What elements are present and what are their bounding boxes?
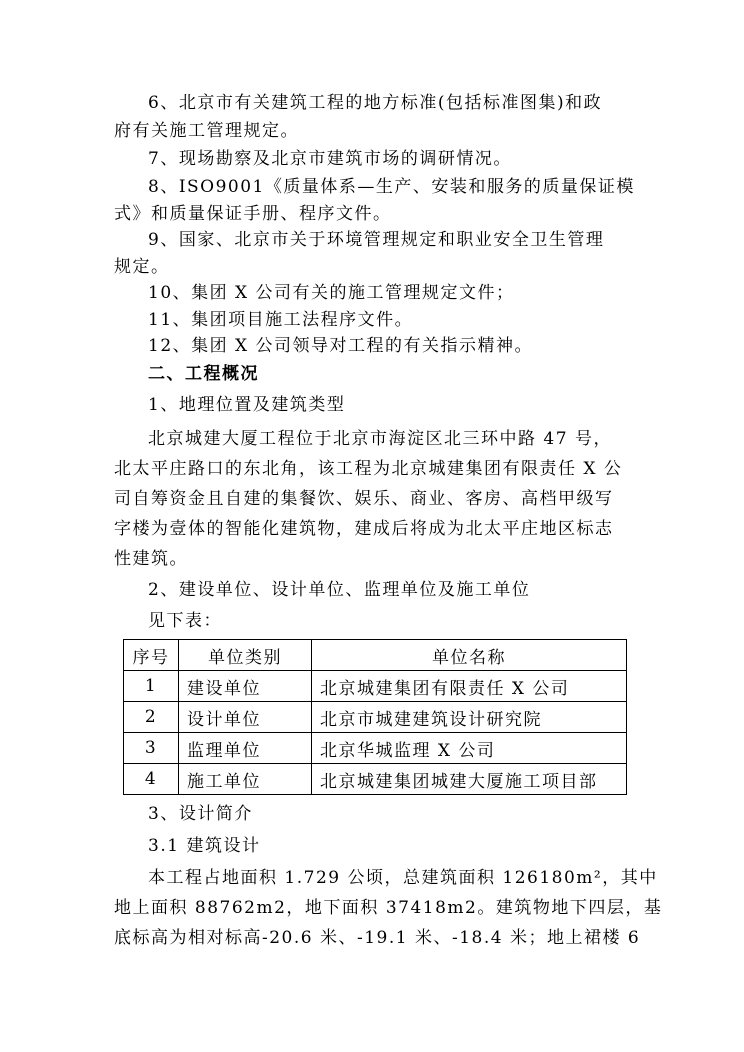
- item-6-line2: 府有关施工管理规定。: [114, 121, 299, 141]
- cell-name: 北京城建集团城建大厦施工项目部: [312, 764, 627, 795]
- cell-category: 设计单位: [179, 702, 312, 733]
- item-6-line1: 6、北京市有关建筑工程的地方标准(包括标准图集)和政: [148, 93, 603, 113]
- cell-category: 监理单位: [179, 733, 312, 764]
- item-8-line1: 8、ISO9001《质量体系—生产、安装和服务的质量保证模: [148, 177, 635, 197]
- para-location-line2: 北太平庄路口的东北角，该工程为北京城建集团有限责任 X 公: [114, 459, 623, 479]
- header-index: 序号: [124, 640, 179, 671]
- subheading-architecture: 3.1 建筑设计: [148, 836, 261, 856]
- para-design-line2: 地上面积 88762m2，地下面积 37418m2。建筑物地下四层，基: [114, 898, 663, 918]
- cell-name: 北京城建集团有限责任 X 公司: [312, 671, 627, 702]
- para-location-line4: 字楼为壹体的智能化建筑物，建成后将成为北太平庄地区标志: [114, 519, 614, 539]
- section-heading-overview: 二、工程概况: [148, 364, 259, 384]
- table-row: [124, 702, 627, 733]
- item-12: 12、集团 X 公司领导对工程的有关指示精神。: [148, 336, 534, 356]
- subheading-units: 2、建设单位、设计单位、监理单位及施工单位: [148, 580, 531, 600]
- header-category: 单位类别: [179, 640, 312, 671]
- cell-index: 3: [124, 733, 179, 764]
- subheading-design: 3、设计简介: [148, 804, 253, 824]
- cell-category: 施工单位: [179, 764, 312, 795]
- item-10: 10、集团 X 公司有关的施工管理规定文件；: [148, 283, 515, 303]
- cell-name: 北京市城建建筑设计研究院: [312, 702, 627, 733]
- cell-index: 4: [124, 764, 179, 795]
- cell-category: 建设单位: [179, 671, 312, 702]
- item-8-line2: 式》和质量保证手册、程序文件。: [114, 204, 392, 224]
- table-row: [124, 764, 627, 795]
- cell-index: 1: [124, 671, 179, 702]
- table-row: [124, 733, 627, 764]
- para-location-line3: 司自筹资金且自建的集餐饮、娱乐、商业、客房、高档甲级写: [114, 489, 614, 509]
- cell-index: 2: [124, 702, 179, 733]
- para-location-line5: 性建筑。: [114, 549, 188, 569]
- para-design-line1: 本工程占地面积 1.729 公顷，总建筑面积 126180m²，其中: [148, 868, 658, 888]
- para-design-line3: 底标高为相对标高-20.6 米、-19.1 米、-18.4 米；地上裙楼 6: [114, 928, 641, 948]
- item-9-line1: 9、国家、北京市关于环境管理规定和职业安全卫生管理: [148, 230, 605, 250]
- table-header-row: [124, 640, 627, 671]
- para-location-line1: 北京城建大厦工程位于北京市海淀区北三环中路 47 号，: [148, 429, 612, 449]
- item-11: 11、集团项目施工法程序文件。: [148, 310, 414, 330]
- table-intro: 见下表：: [148, 611, 222, 631]
- header-name: 单位名称: [312, 640, 627, 671]
- subheading-location: 1、地理位置及建筑类型: [148, 395, 346, 415]
- table-row: [124, 671, 627, 702]
- cell-name: 北京华城监理 X 公司: [312, 733, 627, 764]
- units-table: [123, 639, 627, 795]
- item-7: 7、现场勘察及北京市建筑市场的调研情况。: [148, 149, 512, 169]
- item-9-line2: 规定。: [114, 257, 170, 277]
